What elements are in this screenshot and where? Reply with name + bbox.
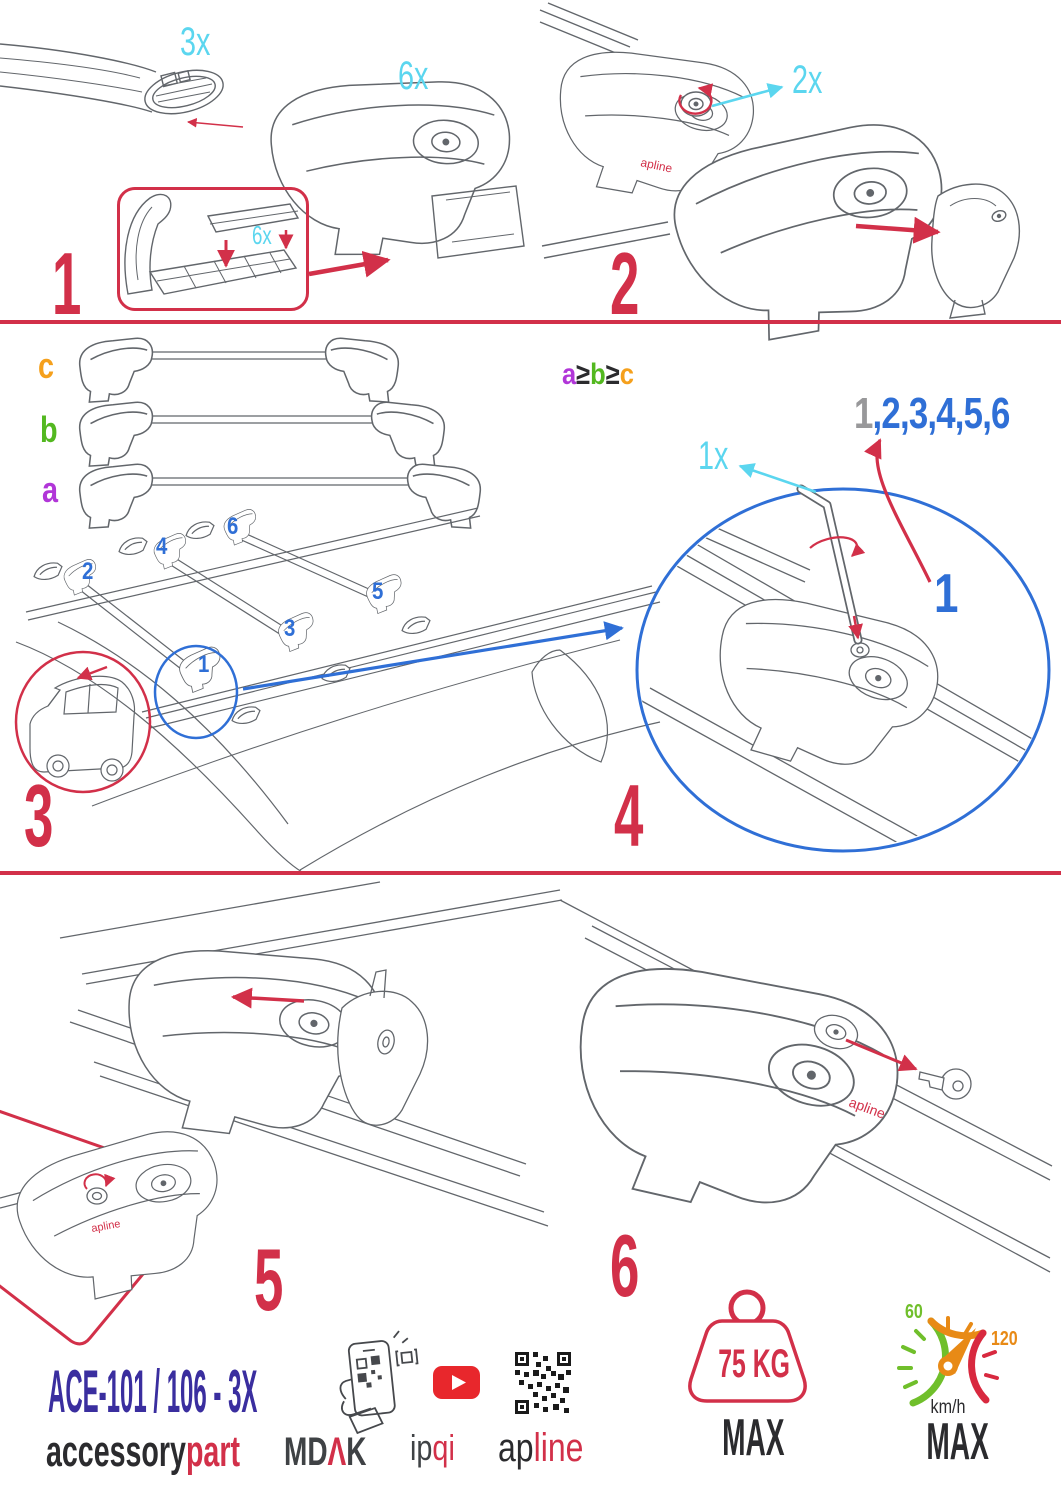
max-speed-label: MAX [926, 1413, 989, 1471]
brand-accessorypart-red: part [185, 1427, 240, 1476]
youtube-icon [433, 1366, 480, 1399]
max-load-label: MAX [722, 1409, 785, 1467]
qr-code-icon [515, 1352, 571, 1414]
brand-mdak-pre: MD [284, 1430, 328, 1474]
roof-position-6: 6 [227, 513, 239, 540]
bar-label-a: a [42, 469, 59, 510]
pad-quantity-label: 6x [252, 220, 272, 250]
key-drawing [919, 1069, 971, 1099]
foot-brand-logo: apline [846, 1093, 888, 1122]
foot-brand-logo: apline [90, 1218, 122, 1235]
brand-apline [498, 1428, 583, 1468]
tightening-sequence [854, 389, 1010, 438]
speed-unit: km/h [930, 1397, 966, 1418]
cover-piece-drawing [932, 184, 1020, 318]
brand-apline-red: line [533, 1426, 584, 1470]
bar-quantity-label: 3x [180, 20, 211, 64]
tool-quantity-label: 1x [698, 434, 729, 478]
step3-bar-rows [80, 338, 481, 528]
rule-b: b [590, 358, 606, 391]
speed-orange-tick: 120 [991, 1328, 1018, 1350]
roof-position-4: 4 [156, 533, 168, 560]
sequence-rest: ,2,3,4,5,6 [872, 389, 1010, 438]
product-code: ACE-101 / 106 - 3X [48, 1358, 258, 1425]
roof-position-2: 2 [82, 558, 94, 585]
brand-mdak [284, 1432, 366, 1472]
roof-position-3: 3 [284, 615, 296, 642]
brand-mdak-post: K [346, 1430, 367, 1474]
sequence-first: 1 [854, 389, 873, 438]
step-number-4: 4 [614, 766, 642, 865]
step-number-1: 1 [52, 234, 80, 333]
brand-ipqi-black: ip [410, 1427, 433, 1468]
footer-icons [335, 1292, 997, 1434]
rule-c: c [619, 358, 634, 391]
max-load-value: 75 KG [718, 1342, 790, 1386]
rule-a: a [562, 358, 577, 391]
rule-ge-2: ≥ [605, 358, 620, 391]
sequence-callout-1: 1 [934, 562, 959, 624]
step5-inset [0, 1094, 234, 1344]
step3-roof-drawing [16, 508, 660, 872]
bar-label-c: c [38, 345, 55, 386]
speed-green-tick: 60 [905, 1301, 923, 1323]
roof-position-1: 1 [198, 651, 210, 678]
brand-apline-black: ap [498, 1426, 534, 1470]
step-number-2: 2 [610, 234, 638, 333]
step-number-6: 6 [610, 1216, 638, 1315]
phone-qr-scan-icon [335, 1330, 425, 1435]
brand-accessorypart [46, 1427, 240, 1476]
step-number-5: 5 [254, 1230, 282, 1329]
section-divider-2 [0, 871, 1061, 875]
foot-quantity-label: 6x [398, 54, 429, 98]
section-divider-1 [0, 320, 1061, 324]
step4-drawing [637, 440, 1060, 905]
roof-position-5: 5 [372, 578, 384, 605]
step-number-3: 3 [24, 766, 52, 865]
brand-accessorypart-black: accessory [46, 1427, 186, 1476]
knob-quantity-label: 2x [792, 58, 823, 102]
bar-size-rule [562, 360, 634, 390]
pad-inset-frame [117, 187, 309, 311]
brand-ipqi [410, 1427, 455, 1468]
max-speed-icon [899, 1318, 997, 1403]
rule-ge-1: ≥ [576, 358, 591, 391]
foot-brand-logo: apline [639, 155, 674, 176]
brand-mdak-red: Λ [327, 1430, 347, 1474]
bar-label-b: b [40, 409, 58, 450]
sequence-arrow [877, 440, 930, 582]
brand-ipqi-red: qi [432, 1427, 455, 1468]
